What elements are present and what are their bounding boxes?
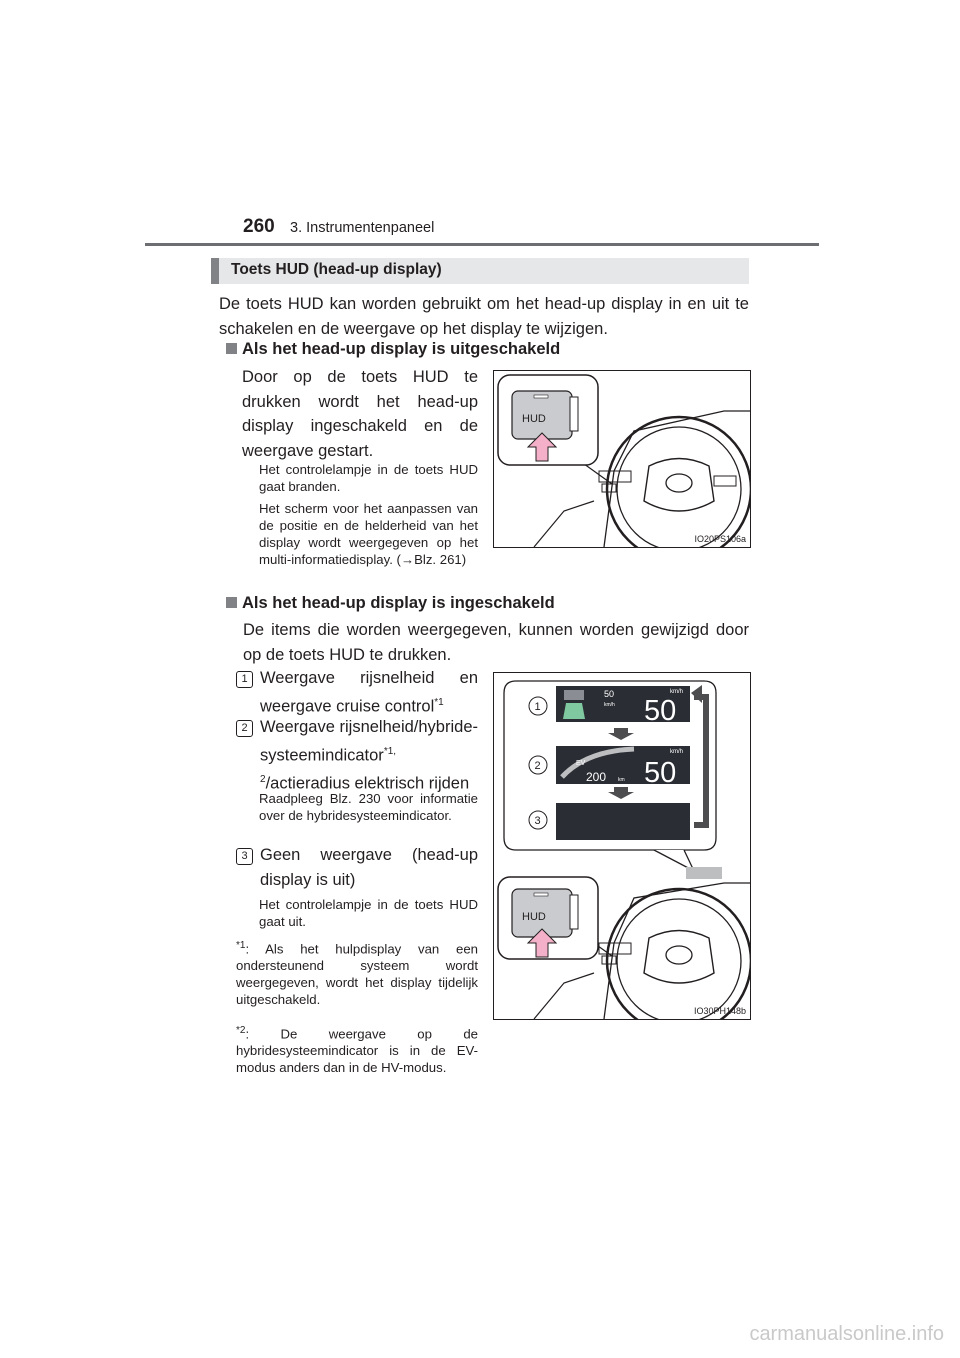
item-1-text	[260, 666, 478, 719]
section-title: Toets HUD (head-up display)	[231, 261, 442, 278]
footnote-1-text: : Als het hulpdisplay van een ondersteunend systeem wordt weergegeven, wordt het display tijdelijk uitgeschakeld.	[236, 941, 478, 1008]
item-2-sup: *1, 2	[260, 745, 397, 785]
figure-1-id: IO20PS106a	[694, 534, 746, 544]
on-body: De items die worden weergegeven, kunnen worden gewijzigd door op de toets HUD te drukken.	[243, 621, 749, 664]
section-bar	[211, 258, 749, 284]
screen2-mode: EV	[576, 760, 586, 767]
item-2-text	[260, 715, 478, 796]
chapter-title: 3. Instrumentenpaneel	[290, 220, 435, 236]
off-heading-text: Als het head-up display is uitgeschakeld	[242, 340, 561, 358]
callout-3: 3	[534, 815, 541, 827]
item-1-label: Weergave rijsnelheid en weergave cruise control	[260, 669, 478, 715]
hud-modes-illustration	[494, 673, 750, 1019]
intro-text: De toets HUD kan worden gebruikt om het head-up display in en uit te schakelen en de weergave op het display te wijzigen.	[219, 295, 749, 338]
fig1-hud-label: HUD	[522, 413, 546, 425]
square-bullet-icon	[226, 597, 237, 608]
square-bullet-icon	[226, 343, 237, 354]
off-note-2: Het scherm voor het aanpassen van de positie en de helderheid van het display wordt weergegeven op het multi-informatiedisplay. (→Blz. 261)	[259, 501, 478, 567]
callout-2: 2	[534, 760, 541, 772]
fig2-hud-label: HUD	[522, 911, 546, 923]
page-number: 260	[243, 216, 275, 237]
footnote-2-text: : De weergave op de hybridesysteemindicator is in de EV-modus anders dan in de HV-modus.	[236, 1026, 478, 1076]
screen2-range-unit: km	[618, 777, 625, 783]
item-number-2: 2	[236, 720, 253, 737]
screen1-speed: 50	[644, 695, 677, 727]
screen2-unit: km/h	[670, 749, 684, 755]
figure-hud-button-off	[493, 370, 751, 548]
footnote-1-mark: *1	[236, 940, 246, 951]
screen1-set-unit: km/h	[604, 702, 615, 708]
item-1-sup: *1	[434, 696, 444, 708]
footnote-2-mark: *2	[236, 1025, 246, 1036]
figure-hud-modes	[493, 672, 751, 1020]
header-rule	[145, 243, 819, 246]
steering-wheel-illustration	[494, 371, 750, 547]
item-number-1: 1	[236, 671, 253, 688]
item-2-note: Raadpleeg Blz. 230 voor informatie over de hybridesysteemindicator.	[259, 791, 478, 823]
watermark: carmanualsonline.info	[749, 1323, 944, 1345]
off-body: Door op de toets HUD te drukken wordt het head-up display ingeschakeld en de weergave gestart.	[242, 368, 478, 460]
screen1-unit: km/h	[670, 689, 684, 695]
screen2-speed: 50	[644, 757, 677, 789]
item-3-note: Het controlelampje in de toets HUD gaat uit.	[259, 897, 478, 929]
item-2-label: Weergave rijsnelheid/hybride-systeemindicator	[260, 718, 478, 764]
screen2-range: 200	[586, 770, 607, 784]
off-heading	[226, 340, 560, 359]
footnote-1	[236, 937, 478, 1008]
on-heading	[226, 594, 555, 613]
item-2-label-after: /actieradius elektrisch rijden	[265, 774, 470, 792]
on-heading-text: Als het head-up display is ingeschakeld	[242, 594, 555, 612]
item-number-3: 3	[236, 848, 253, 865]
figure-2-id: IO30PH148b	[693, 1006, 746, 1016]
callout-1: 1	[534, 701, 541, 713]
footnote-2	[236, 1022, 478, 1076]
off-note-1: Het controlelampje in de toets HUD gaat branden.	[259, 462, 478, 494]
screen1-set-speed: 50	[604, 689, 615, 699]
item-3-text: Geen weergave (head-up display is uit)	[260, 846, 478, 889]
